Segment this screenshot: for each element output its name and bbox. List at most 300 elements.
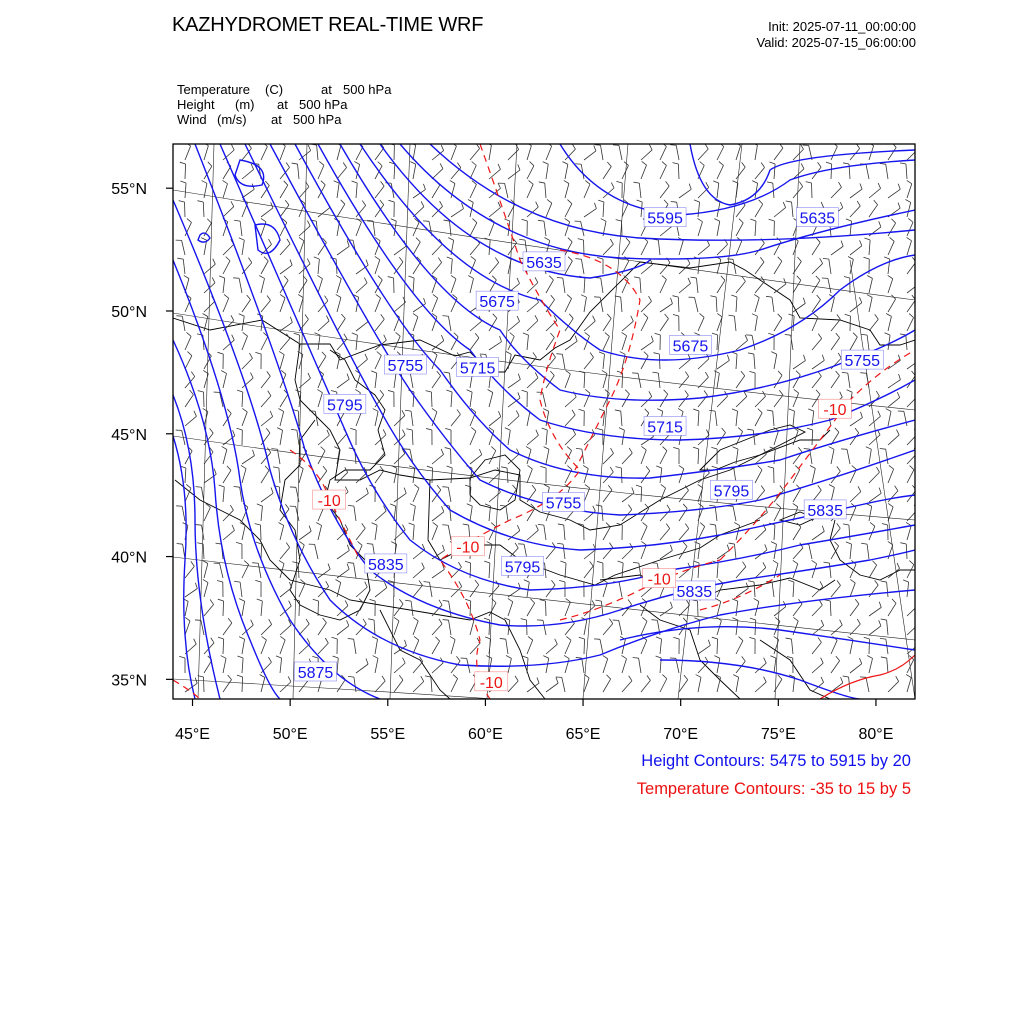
wind-barb-flag [184,275,189,278]
wind-barb [204,264,215,274]
wind-barb [356,603,363,616]
wind-barb-flag [693,447,699,449]
wind-barb [772,582,774,597]
wind-barb [375,373,377,388]
x-axis [175,699,893,743]
wind-barb-flag [880,163,886,164]
wind-barb-flag [517,525,519,531]
wind-barb-flag [585,484,590,488]
wind-barb [375,355,381,369]
wind-barb [182,240,185,255]
wind-barb-flag [897,563,899,568]
wind-barb [565,415,575,426]
wind-barb [223,298,229,312]
wind-barb [641,621,647,635]
wind-barb [736,241,742,255]
wind-barb [470,278,474,293]
border-line [175,480,290,580]
wind-barb [907,625,918,635]
wind-barb-flag [441,145,443,150]
wind-barb-flag [518,164,520,170]
wind-barb [907,241,912,255]
wind-barb-flag [348,676,354,677]
wind-barb [394,621,399,635]
wind-barb-flag [242,408,247,412]
wind-barb-flag [891,219,895,223]
wind-barb-flag [636,485,642,487]
wind-barb-flag [900,334,906,335]
wind-barb-flag [267,371,271,376]
wind-barb [185,566,194,578]
wind-barb [508,454,519,464]
wind-barb-flag [656,637,662,639]
x-tick-label: 70°E [663,726,699,743]
wind-barb-flag [363,619,366,624]
wind-barb-flag [186,332,191,336]
wind-barb [470,321,481,331]
wind-barb [470,585,479,597]
border-line [640,605,740,699]
wind-barb [204,183,207,198]
wind-barb [565,261,572,274]
wind-barb [527,640,533,654]
wind-barb [715,506,717,521]
wind-barb [527,530,538,540]
wind-barb-flag [177,258,183,259]
wind-barb [755,682,766,692]
wind-barb-flag [594,145,596,151]
wind-barb-flag [754,294,759,297]
wind-barb-flag [597,428,603,430]
meridian-line [198,144,214,699]
wind-barb [508,243,517,255]
wind-barb [603,453,614,464]
wind-barb [489,603,496,616]
wind-barb-flag [426,391,432,392]
wind-barb-flag [822,526,824,532]
wind-barb-flag [714,219,719,222]
wind-barb [470,601,471,616]
wind-barb [261,146,267,160]
wind-barb-flag [769,219,775,221]
wind-barb-flag [391,219,396,221]
wind-barb-flag [909,561,913,565]
wind-barb-flag [348,563,354,564]
wind-barb [375,525,377,540]
wind-barb-flag [625,390,629,394]
wind-barb [356,147,363,160]
wind-barb [546,658,549,673]
wind-barb [299,601,300,616]
height-contour-label: 5635 [799,210,836,228]
wind-barb [318,259,319,274]
wind-barb [223,207,234,217]
wind-barb-flag [803,298,805,304]
wind-barb [888,335,890,350]
wind-barb-flag [319,161,324,165]
wind-barb-flag [447,466,453,468]
wind-barb [280,298,285,312]
wind-barb-flag [260,674,265,677]
wind-barb-flag [728,315,734,316]
wind-barb [679,377,689,388]
wind-barb [204,583,208,597]
wind-barb [603,166,611,179]
wind-barb [717,621,721,635]
wind-barb-flag [350,428,356,430]
wind-barb-flag [506,352,511,355]
wind-barb [584,321,595,331]
wind-barb-flag [761,486,764,491]
wind-barb-flag [848,637,853,640]
wind-barb [869,435,880,445]
wind-barb-flag [179,201,185,202]
wind-barb [223,623,232,635]
wind-barb [299,241,304,255]
wind-barb [375,681,385,692]
wind-barb [603,527,610,540]
wind-barb-flag [880,638,886,639]
wind-barb [280,244,290,255]
wind-barb-flag [885,333,891,335]
wind-barb [337,680,345,692]
wind-barb-flag [678,408,683,411]
wind-barb [375,319,384,331]
wind-barb-flag [323,466,327,471]
wind-barb [545,563,546,578]
wind-barb-flag [672,296,678,297]
wind-barb-flag [472,219,476,223]
wind-barb-flag [780,485,783,490]
wind-barb [337,434,347,445]
wind-barb-flag [909,314,913,318]
wind-barb-flag [876,391,879,396]
wind-barb [413,164,416,179]
wind-barb-flag [694,200,700,202]
wind-barb-flag [671,201,677,202]
wind-barb-flag [515,543,518,548]
wind-barb-flag [264,257,268,261]
wind-barb-flag [362,523,366,528]
wind-barb-flag [484,618,490,620]
wind-barb-flag [597,257,603,259]
wind-barb-flag [371,371,377,373]
coastline-balkhash [700,425,805,470]
wind-barb [584,488,590,502]
wind-barb [698,488,703,502]
wind-barb-flag [308,373,311,378]
wind-barb [698,317,704,331]
wind-barb [622,242,630,255]
wind-barb-flag [255,524,261,525]
wind-barb [337,298,341,312]
wind-barb-flag [257,504,263,506]
wind-barb-flag [533,352,536,357]
wind-barb-flag [899,374,901,380]
wind-barb [584,469,588,483]
temperature-contour-label: -10 [647,571,671,589]
wind-barb-flag [788,580,794,582]
wind-barb [603,659,608,673]
wind-barb [185,601,188,616]
wind-barb-flag [838,182,841,187]
wind-barb-flag [201,238,206,241]
y-tick-label: 45°N [111,426,147,444]
wind-barb-flag [896,676,899,681]
wind-barb-flag [817,295,821,300]
wind-barb [774,431,778,445]
wind-barb-flag [855,599,859,604]
wind-barb-flag [532,485,536,490]
wind-barb [774,354,777,369]
wind-barb-flag [498,411,500,417]
wind-barb-flag [748,581,754,582]
wind-barb-flag [409,523,415,525]
wind-barb [337,167,347,179]
wind-barb-flag [596,505,602,506]
wind-barb [641,150,652,160]
wind-barb [546,280,553,293]
wind-barb-flag [271,449,277,450]
wind-barb [907,565,914,578]
wind-barb-flag [867,295,872,298]
wind-barb [774,621,780,635]
variable-name: Wind [177,112,207,127]
wind-barb [565,434,576,445]
wind-barb-flag [284,181,288,185]
wind-barb-flag [352,333,358,335]
wind-barb [660,468,662,483]
wind-barb [793,604,802,616]
wind-barb [736,567,746,578]
wind-barb [850,206,860,217]
wind-barb-flag [316,523,321,526]
wind-barb-flag [309,526,311,532]
wind-barb [204,563,208,578]
wind-barb [185,356,192,369]
wind-barb-flag [590,353,593,358]
wind-barb [869,240,870,255]
wind-barb [546,164,548,179]
wind-barb-flag [768,333,774,335]
wind-barb-flag [706,182,709,187]
wind-barb-flag [381,181,385,186]
wind-barb [907,678,911,692]
wind-barb-flag [230,505,233,510]
wind-barb [887,620,888,635]
wind-barb-flag [758,466,762,470]
height-contour-label: 5755 [844,353,881,371]
wind-barb-flag [622,332,627,335]
wind-barb-flag [685,390,689,395]
height-contour-label: 5715 [459,360,496,378]
wind-barb [203,544,204,559]
wind-barb-flag [403,658,406,663]
wind-barb [242,456,254,464]
wind-barb-flag [879,221,881,227]
wind-barb [679,241,683,255]
wind-barb-flag [207,219,211,223]
wind-barb [413,681,424,692]
wind-barb [431,392,432,407]
wind-barb-flag [237,390,243,392]
wind-barb [717,433,725,445]
wind-barb-flag [801,163,804,168]
wind-barb [619,582,622,597]
wind-barb-flag [536,525,539,530]
wind-barb [641,202,642,217]
wind-barb [869,585,878,597]
wind-barb [888,398,900,407]
wind-barb [698,202,700,217]
wind-barb [660,146,666,160]
wind-barb [413,585,422,597]
wind-barb-flag [404,488,406,494]
wind-barb-flag [550,371,554,376]
wind-barb-flag [652,372,658,373]
wind-barb [907,453,917,464]
wind-barb [584,566,593,578]
wind-barb-flag [824,562,830,563]
wind-barb [736,146,741,160]
wind-barb [810,449,812,464]
wind-barb [831,187,842,198]
wind-barb-flag [535,315,538,320]
wind-barb [298,164,299,179]
wind-barb-flag [819,600,822,605]
wind-barb-flag [837,523,841,528]
wind-barb-flag [177,544,183,545]
wind-barb [678,164,679,179]
wind-barb-flag [266,428,270,433]
wind-barb [527,184,533,198]
wind-barb [907,396,918,407]
wind-barb-flag [745,335,747,340]
wind-barb [448,316,451,331]
wind-barb-flag [322,352,326,356]
wind-barb-flag [816,390,820,394]
wind-barb [793,548,803,559]
wind-barb [717,639,718,654]
wind-barb-flag [629,448,632,453]
wind-barb-flag [673,637,679,639]
variable-level: 500 hPa [343,82,392,97]
wind-barb [829,259,831,274]
x-tick-label: 60°E [467,726,503,743]
wind-barb-flag [440,163,443,168]
wind-barb-flag [766,296,772,297]
wind-barb-flag [649,145,652,150]
meridian-line [293,144,307,699]
wind-barb [261,662,271,673]
wind-barb [527,166,534,179]
wind-barb [356,283,367,293]
border-line [290,580,505,620]
wind-barb [658,240,660,255]
wind-barb-flag [748,353,754,354]
wind-barb [774,658,776,673]
wind-barb-flag [540,466,546,468]
wind-barb [698,222,702,236]
wind-barb-flag [590,561,594,566]
wind-barb [413,222,419,236]
wind-barb [413,662,423,673]
wind-barb [432,244,442,255]
wind-barb-flag [414,636,419,640]
wind-barb-flag [557,277,563,278]
variable-name: Temperature [177,82,250,97]
wind-barb-flag [468,200,473,203]
wind-barb-flag [510,332,515,336]
wind-barb-flag [299,237,304,240]
wind-barb-flag [530,162,534,166]
wind-barb [565,164,568,179]
wind-barb-flag [568,257,572,261]
wind-barb-flag [847,390,852,392]
wind-barb [527,411,530,426]
wind-barb [734,544,736,559]
wind-barb-flag [643,522,648,526]
wind-barb-flag [758,409,762,413]
wind-barb-flag [683,542,687,546]
wind-barb [505,183,508,198]
wind-barb [641,680,650,692]
wind-barb [581,259,584,274]
wind-barb-flag [227,466,231,470]
variable-at: at [321,82,332,97]
wind-barb-flag [416,238,420,242]
wind-barb-flag [231,201,234,206]
wind-barb-flag [271,202,273,208]
wind-barb [888,603,896,616]
wind-barb-flag [917,278,919,284]
wind-barb-flag [441,335,443,341]
wind-barb [299,355,303,369]
wind-barb-flag [661,484,666,488]
wind-barb [717,147,724,160]
wind-barb-flag [765,544,767,550]
wind-barb [717,658,720,673]
wind-barb-flag [402,410,405,415]
wind-barb [793,411,794,426]
wind-barb-flag [852,466,857,470]
wind-barb-flag [861,543,867,544]
wind-barb-flag [606,523,610,527]
wind-barb [736,677,739,692]
wind-barb-flag [519,239,525,240]
valid-time: Valid: 2025-07-15_06:00:00 [756,35,916,50]
wind-barb [774,261,782,274]
wind-barb-flag [907,180,912,183]
wind-barb [280,322,292,331]
wind-barb-flag [789,409,795,411]
wind-barb-flag [437,371,441,376]
wind-barb [527,450,531,464]
wind-barb-flag [278,522,283,525]
wind-barb-flag [896,430,899,435]
wind-barb-flag [649,296,652,301]
wind-barb [394,246,406,255]
wind-barb-flag [255,352,261,354]
wind-barb-flag [605,390,610,394]
wind-barb-flag [714,656,719,659]
wind-barb-flag [517,278,519,283]
height-contour-label: 5835 [807,502,843,520]
wind-barb [887,582,888,597]
wind-barb [242,392,243,407]
wind-barb-flag [892,599,896,603]
wind-barb-flag [691,277,697,278]
